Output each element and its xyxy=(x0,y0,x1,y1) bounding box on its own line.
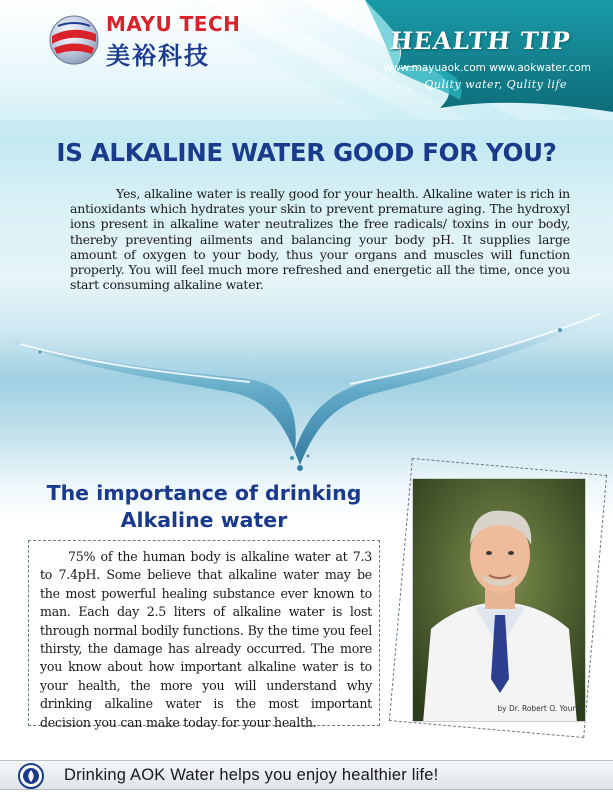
health-tip-panel xyxy=(360,0,613,112)
health-tip-title: HEALTH TIP xyxy=(388,26,573,55)
website-urls: www.mayuaok.com www.aokwater.com xyxy=(383,62,591,74)
doctor-portrait-illustration xyxy=(413,479,586,722)
main-title: IS ALKALINE WATER GOOD FOR YOU? xyxy=(56,138,557,167)
aok-badge-icon xyxy=(18,763,44,789)
logo-chinese-name: 美裕科技 xyxy=(106,42,210,70)
body-paragraph: 75% of the human body is alkaline water at 7.3 to 7.4pH. Some believe that alkaline water may be the most powerful healing substance ever known to man. Each day 2.5 liters of alkaline water is lost through normal bodily functions. By the time you feel thirsty, the damage has already occurred. The more you know about how important alkaline water is to your health, the more you will understand why drinking alkaline water is the most important decision you can make today for your health. xyxy=(40,549,372,730)
section-title-line1: The importance of drinking xyxy=(46,481,362,505)
doctor-portrait xyxy=(412,478,586,722)
logo-english-name: MAYU TECH xyxy=(106,12,241,36)
header xyxy=(0,0,613,120)
globe-logo-icon xyxy=(48,14,100,66)
footer-bar xyxy=(0,760,613,790)
water-splash-graphic xyxy=(0,300,613,480)
section-title xyxy=(24,480,384,534)
mayu-tech-logo xyxy=(48,12,241,72)
photo-credit: by Dr. Robert O. Young xyxy=(497,704,582,713)
slogan: Qulity water, Qulity life xyxy=(424,78,567,91)
section-title-line2: Alkaline water xyxy=(120,508,288,532)
footer-slogan: Drinking AOK Water helps you enjoy healthier life! xyxy=(64,766,439,784)
intro-paragraph: Yes, alkaline water is really good for your health. Alkaline water is rich in antioxidants which hydrates your skin to prevent premature aging. The hydroxyl ions present in alkaline water neutralizes the free radicals/ toxins in our body, thereby preventing ailments and balancing your body pH. It supplies large amount of oxygen to your body, thus your organs and muscles will function properly. You will feel much more refreshed and energetic all the time, once you start consuming alkaline water. xyxy=(70,186,570,293)
